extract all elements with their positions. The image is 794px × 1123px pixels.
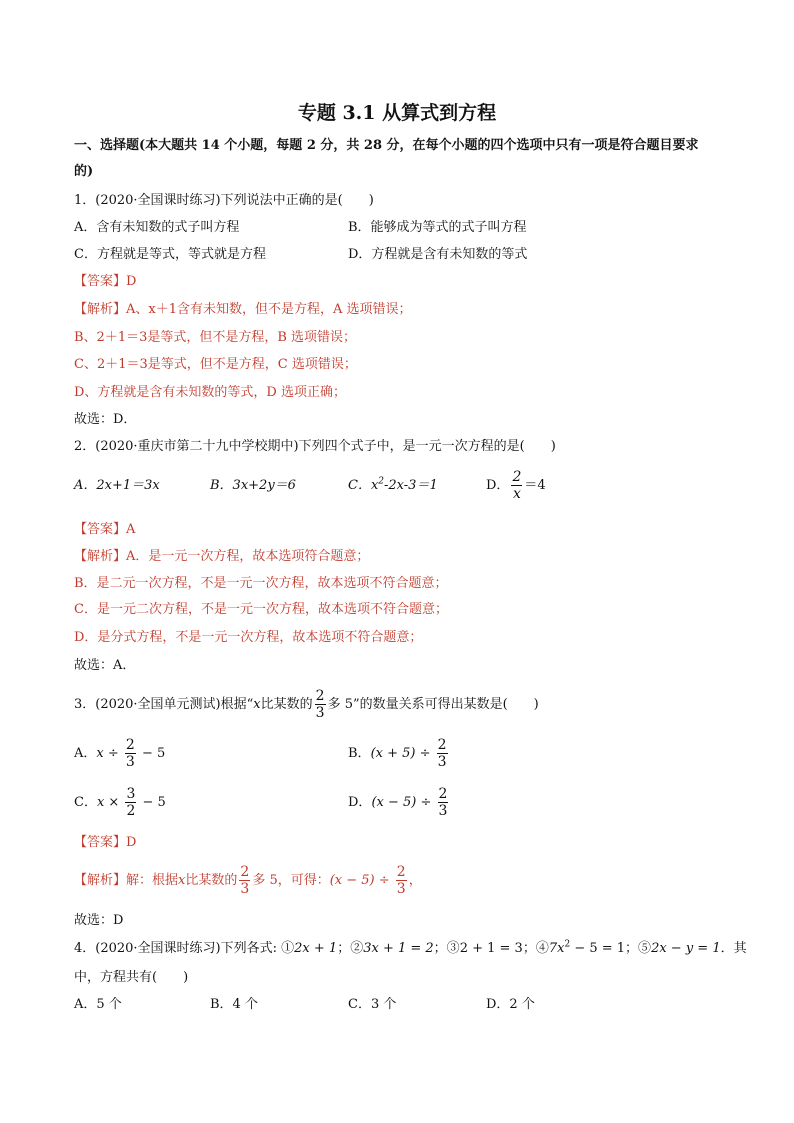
q1-stem: 1．(2020·全国课时练习)下列说法中正确的是( ) bbox=[74, 193, 374, 208]
q4-item4-pre: 7x bbox=[548, 941, 565, 956]
q4-stem-line2: 中，方程共有( ) bbox=[74, 970, 189, 985]
q2-analysis-d: D．是分式方程，不是一元一次方程，故本选项不符合题意； bbox=[74, 630, 423, 645]
page-title: 专题 3.1 从算式到方程 bbox=[297, 102, 497, 124]
q3-analysis-fraction2 bbox=[396, 864, 407, 897]
q4-option-c: C．3 个 bbox=[348, 997, 397, 1012]
q4-item5: 2x − y = 1 bbox=[651, 941, 721, 956]
q3-option-d-prefix: D． bbox=[348, 795, 372, 810]
q3-option-a bbox=[74, 736, 165, 772]
q3-answer bbox=[74, 834, 136, 852]
q2-option-b: B．3x+2y＝6 bbox=[210, 478, 296, 493]
q1-option-d: D．方程就是含有未知数的等式 bbox=[348, 247, 528, 262]
q4-item2: 3x + 1 = 2 bbox=[363, 941, 434, 956]
q4-option-d: D．2 个 bbox=[486, 997, 535, 1012]
q2-option-c-prefix: C．x bbox=[348, 478, 379, 493]
q3-option-d-fraction bbox=[438, 786, 449, 819]
q3-option-c-fraction bbox=[125, 786, 136, 819]
q3-option-b bbox=[348, 736, 450, 772]
q1-option-a: A．含有未知数的式子叫方程 bbox=[74, 220, 240, 235]
q3-analysis-den: 3 bbox=[240, 881, 250, 897]
q2-stem: 2．(2020·重庆市第二十九中学校期中)下列四个式子中，是一元一次方程的是( ) bbox=[74, 439, 556, 454]
q4-sep5: ；⑤ bbox=[625, 941, 652, 956]
q3-analysis-num: 2 bbox=[240, 864, 250, 880]
analysis-label: 【解析】 bbox=[74, 873, 127, 888]
q4-item4-post: − 5 = 1 bbox=[570, 941, 626, 956]
answer-label: 【答案】 bbox=[74, 522, 127, 537]
q2-option-d-prefix: D． bbox=[486, 478, 510, 493]
q3-analysis-mid: 比某数的 bbox=[185, 873, 238, 888]
q1-analysis-b: B、2＋1＝3是等式，但不是方程，B 选项错误； bbox=[74, 330, 357, 345]
q2-analysis-b: B．是二元一次方程，不是一元一次方程，故本选项不符合题意； bbox=[74, 576, 448, 591]
section-header-line1: 一、选择题(本大题共 14 个小题，每题 2 分，共 28 分，在每个小题的四个选项中只有一项是符合题目要求 bbox=[74, 138, 699, 153]
answer-label: 【答案】 bbox=[74, 274, 127, 289]
q2-option-d-num: 2 bbox=[512, 469, 522, 485]
q3-analysis bbox=[74, 862, 422, 900]
q3-analysis-den2: 3 bbox=[396, 881, 406, 897]
q2-option-d bbox=[486, 468, 546, 504]
q3-stem-num: 2 bbox=[315, 688, 325, 704]
q1-conclusion: 故选：D． bbox=[74, 412, 137, 427]
q2-analysis-line: A．是一元一次方程，故本选项符合题意； bbox=[126, 549, 370, 564]
q1-analysis-line: A、x＋1含有未知数，但不是方程，A 选项错误； bbox=[126, 302, 412, 317]
q3-option-b-prefix: B． bbox=[348, 746, 371, 761]
q2-analysis-c: C．是一元二次方程，不是一元一次方程，故本选项不符合题意； bbox=[74, 602, 448, 617]
q1-answer-value: D bbox=[126, 274, 137, 289]
q3-stem-mid: 比某数的 bbox=[260, 697, 313, 712]
q4-sep4: ；④ bbox=[522, 941, 549, 956]
q3-option-b-fraction bbox=[437, 737, 448, 770]
q3-option-b-expr1: (x + 5) ÷ bbox=[370, 746, 435, 761]
q3-option-a-prefix: A． bbox=[74, 746, 97, 761]
q4-option-a: A．5 个 bbox=[74, 997, 122, 1012]
q3-option-b-den: 3 bbox=[437, 754, 447, 770]
q1-analysis-a bbox=[74, 301, 412, 319]
section-header-line2: 的) bbox=[74, 164, 94, 179]
q3-analysis-num2: 2 bbox=[396, 864, 406, 880]
q1-analysis-c: C、2＋1＝3是等式，但不是方程，C 选项错误； bbox=[74, 357, 357, 372]
q3-option-c-den: 2 bbox=[126, 803, 136, 819]
q2-option-c-suffix: -2x-3＝1 bbox=[384, 478, 438, 493]
q2-option-d-den: x bbox=[512, 486, 521, 502]
q3-stem-suffix: 多 5”的数量关系可得出某数是( ) bbox=[327, 697, 539, 712]
q4-item1: 2x + 1 bbox=[294, 941, 338, 956]
q3-analysis-end: ， bbox=[408, 873, 422, 888]
q2-option-c-sup: 2 bbox=[378, 476, 385, 487]
q2-option-d-suffix: ＝4 bbox=[524, 478, 546, 493]
q1-option-b: B．能够成为等式的式子叫方程 bbox=[348, 220, 527, 235]
q3-stem-fraction bbox=[315, 688, 326, 721]
q4-stem-prefix: 4．(2020·全国课时练习)下列各式: ① bbox=[74, 941, 295, 956]
q3-option-d-num: 2 bbox=[438, 786, 448, 802]
q2-option-a: A．2x+1＝3x bbox=[74, 478, 160, 493]
q3-option-c bbox=[74, 785, 166, 821]
q3-option-d-den: 3 bbox=[438, 803, 448, 819]
q3-option-c-num: 3 bbox=[126, 786, 136, 802]
q4-sep2: ；② bbox=[337, 941, 364, 956]
q3-option-c-expr1: x × bbox=[96, 795, 124, 810]
q2-option-c bbox=[348, 477, 438, 495]
q3-option-a-num: 2 bbox=[125, 737, 135, 753]
q2-conclusion: 故选：A． bbox=[74, 658, 136, 673]
q3-option-a-expr1: x ÷ bbox=[96, 746, 123, 761]
q3-option-c-expr2: − 5 bbox=[138, 795, 166, 810]
q1-answer bbox=[74, 273, 136, 291]
q4-stem-end: ．其 bbox=[720, 941, 747, 956]
q3-option-a-fraction bbox=[125, 737, 136, 770]
q1-analysis-d: D、方程就是含有未知数的等式，D 选项正确； bbox=[74, 385, 346, 400]
q1-option-c: C．方程就是等式，等式就是方程 bbox=[74, 247, 266, 262]
q3-analysis-var: x bbox=[178, 873, 186, 888]
q3-stem bbox=[74, 686, 539, 724]
q3-conclusion: 故选：D bbox=[74, 913, 124, 928]
q4-item3: 2 + 1 = 3 bbox=[459, 941, 523, 956]
q3-option-d bbox=[348, 785, 450, 821]
q3-option-c-prefix: C． bbox=[74, 795, 97, 810]
q2-option-d-fraction bbox=[511, 469, 522, 502]
q3-option-a-den: 3 bbox=[125, 754, 135, 770]
q3-answer-value: D bbox=[126, 835, 137, 850]
q3-analysis-expr: (x − 5) ÷ bbox=[329, 873, 394, 888]
q3-stem-var: x bbox=[253, 697, 261, 712]
analysis-label: 【解析】 bbox=[74, 302, 127, 317]
q3-option-b-num: 2 bbox=[437, 737, 447, 753]
analysis-label: 【解析】 bbox=[74, 549, 127, 564]
q3-analysis-fraction bbox=[239, 864, 250, 897]
q3-option-d-expr1: (x − 5) ÷ bbox=[371, 795, 436, 810]
q4-option-b: B．4 个 bbox=[210, 997, 258, 1012]
q2-answer bbox=[74, 521, 135, 539]
q2-analysis-a bbox=[74, 548, 369, 566]
q4-item4-sup: 2 bbox=[564, 939, 571, 950]
q3-stem-prefix: 3．(2020·全国单元测试)根据“ bbox=[74, 697, 254, 712]
q4-sep3: ；③ bbox=[433, 941, 460, 956]
q3-analysis-prefix: 解：根据 bbox=[126, 873, 179, 888]
q4-stem-line1 bbox=[74, 940, 747, 958]
q2-answer-value: A bbox=[126, 522, 136, 537]
answer-label: 【答案】 bbox=[74, 835, 127, 850]
q3-stem-den: 3 bbox=[315, 705, 325, 721]
q3-option-a-expr2: − 5 bbox=[137, 746, 166, 761]
q3-analysis-mid2: 多 5，可得： bbox=[252, 873, 330, 888]
